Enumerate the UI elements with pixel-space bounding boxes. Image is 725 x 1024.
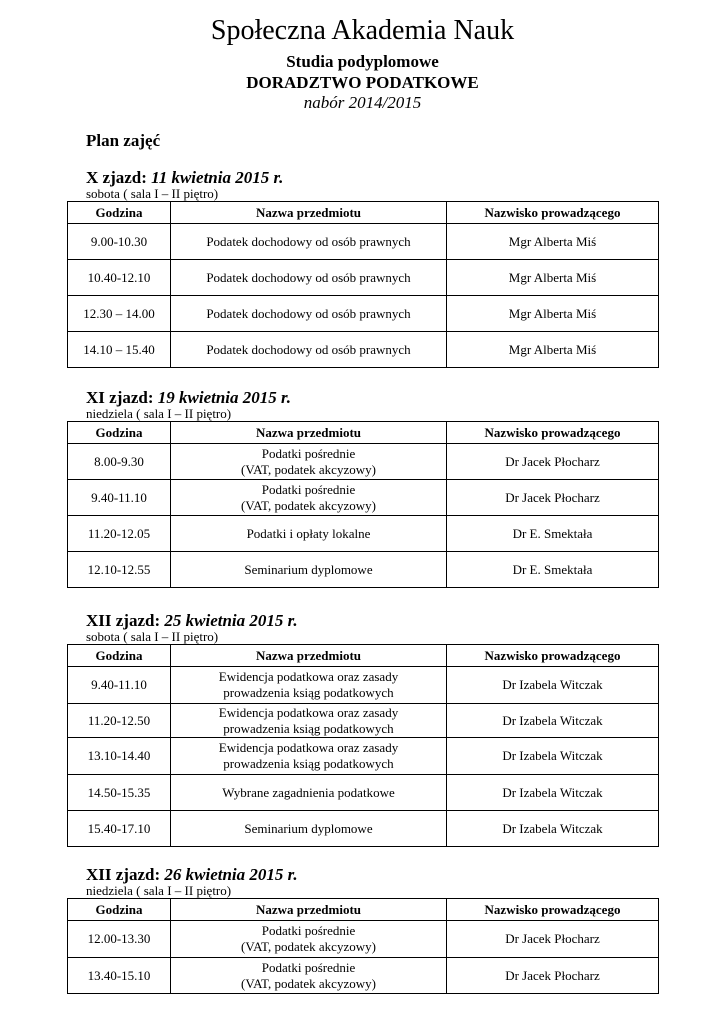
section-label: XII zjazd: xyxy=(86,611,161,630)
table-header-row xyxy=(68,422,659,444)
column-header-time: Godzina xyxy=(68,202,171,224)
column-header-teacher: Nazwisko prowadzącego xyxy=(447,645,659,667)
schedule-section xyxy=(67,389,658,588)
subject-cell: Ewidencja podatkowa oraz zasady prowadzenia ksiąg podatkowych xyxy=(171,704,447,738)
table-header-row xyxy=(68,202,659,224)
section-date: 26 kwietnia 2015 r. xyxy=(164,865,298,884)
subject-cell: Seminarium dyplomowe xyxy=(171,811,447,847)
teacher-cell: Dr Izabela Witczak xyxy=(447,775,659,811)
subject-cell: Podatki pośrednie (VAT, podatek akcyzowy) xyxy=(171,444,447,480)
teacher-cell: Dr Izabela Witczak xyxy=(447,667,659,704)
subject-cell: Podatek dochodowy od osób prawnych xyxy=(171,332,447,368)
table-row xyxy=(68,704,659,738)
time-cell: 9.40-11.10 xyxy=(68,667,171,704)
table-header-row xyxy=(68,645,659,667)
time-cell: 12.00-13.30 xyxy=(68,921,171,958)
time-cell: 11.20-12.05 xyxy=(68,516,171,552)
table-row xyxy=(68,667,659,704)
column-header-teacher: Nazwisko prowadzącego xyxy=(447,899,659,921)
column-header-time: Godzina xyxy=(68,899,171,921)
time-cell: 12.10-12.55 xyxy=(68,552,171,588)
teacher-cell: Dr Jacek Płocharz xyxy=(447,958,659,994)
time-cell: 11.20-12.50 xyxy=(68,704,171,738)
section-date: 25 kwietnia 2015 r. xyxy=(164,611,298,630)
section-title xyxy=(86,612,658,630)
schedule-table xyxy=(67,898,659,994)
institution-title: Społeczna Akademia Nauk xyxy=(210,15,515,46)
subject-cell: Seminarium dyplomowe xyxy=(171,552,447,588)
schedule-section xyxy=(67,169,658,368)
subject-cell: Ewidencja podatkowa oraz zasady prowadzenia ksiąg podatkowych xyxy=(171,738,447,775)
table-row xyxy=(68,444,659,480)
column-header-teacher: Nazwisko prowadzącego xyxy=(447,202,659,224)
table-row xyxy=(68,958,659,994)
teacher-cell: Dr Izabela Witczak xyxy=(447,738,659,775)
program-name: DORADZTWO PODATKOWE xyxy=(246,73,479,92)
table-row xyxy=(68,224,659,260)
teacher-cell: Mgr Alberta Miś xyxy=(447,296,659,332)
schedule-section xyxy=(67,866,658,994)
schedule-section xyxy=(67,612,658,847)
schedule-table xyxy=(67,421,659,588)
table-row xyxy=(68,480,659,516)
column-header-subject: Nazwa przedmiotu xyxy=(171,899,447,921)
section-title xyxy=(86,169,658,187)
schedule-table xyxy=(67,644,659,847)
teacher-cell: Mgr Alberta Miś xyxy=(447,332,659,368)
subject-cell: Podatki pośrednie (VAT, podatek akcyzowy) xyxy=(171,480,447,516)
section-date: 19 kwietnia 2015 r. xyxy=(157,388,291,407)
table-row xyxy=(68,775,659,811)
time-cell: 9.00-10.30 xyxy=(68,224,171,260)
section-title xyxy=(86,866,658,884)
section-room: niedziela ( sala I – II piętro) xyxy=(86,883,232,898)
subject-cell: Wybrane zagadnienia podatkowe xyxy=(171,775,447,811)
time-cell: 15.40-17.10 xyxy=(68,811,171,847)
subject-cell: Ewidencja podatkowa oraz zasady prowadzenia ksiąg podatkowych xyxy=(171,667,447,704)
time-cell: 14.50-15.35 xyxy=(68,775,171,811)
section-room: sobota ( sala I – II piętro) xyxy=(86,186,219,201)
table-row xyxy=(68,552,659,588)
section-label: XI zjazd: xyxy=(86,388,154,407)
section-date: 11 kwietnia 2015 r. xyxy=(151,168,284,187)
table-row xyxy=(68,296,659,332)
time-cell: 13.10-14.40 xyxy=(68,738,171,775)
teacher-cell: Dr Jacek Płocharz xyxy=(447,921,659,958)
section-room: sobota ( sala I – II piętro) xyxy=(86,629,219,644)
column-header-subject: Nazwa przedmiotu xyxy=(171,422,447,444)
teacher-cell: Dr E. Smektała xyxy=(447,552,659,588)
table-row xyxy=(68,332,659,368)
enrollment-year: nabór 2014/2015 xyxy=(303,93,422,112)
teacher-cell: Dr Izabela Witczak xyxy=(447,811,659,847)
subject-cell: Podatek dochodowy od osób prawnych xyxy=(171,296,447,332)
section-room: niedziela ( sala I – II piętro) xyxy=(86,406,232,421)
subject-cell: Podatki i opłaty lokalne xyxy=(171,516,447,552)
column-header-time: Godzina xyxy=(68,645,171,667)
study-type: Studia podyplomowe xyxy=(286,52,439,71)
section-label: XII zjazd: xyxy=(86,865,161,884)
subject-cell: Podatki pośrednie (VAT, podatek akcyzowy) xyxy=(171,921,447,958)
table-header-row xyxy=(68,899,659,921)
section-label: X zjazd: xyxy=(86,168,147,187)
table-row xyxy=(68,516,659,552)
subject-cell: Podatek dochodowy od osób prawnych xyxy=(171,224,447,260)
section-title xyxy=(86,389,658,407)
time-cell: 12.30 – 14.00 xyxy=(68,296,171,332)
column-header-subject: Nazwa przedmiotu xyxy=(171,202,447,224)
time-cell: 10.40-12.10 xyxy=(68,260,171,296)
teacher-cell: Mgr Alberta Miś xyxy=(447,224,659,260)
subject-cell: Podatki pośrednie (VAT, podatek akcyzowy) xyxy=(171,958,447,994)
column-header-time: Godzina xyxy=(68,422,171,444)
schedule-table xyxy=(67,201,659,368)
teacher-cell: Dr E. Smektała xyxy=(447,516,659,552)
time-cell: 13.40-15.10 xyxy=(68,958,171,994)
plan-heading: Plan zajęć xyxy=(86,131,161,150)
column-header-subject: Nazwa przedmiotu xyxy=(171,645,447,667)
teacher-cell: Dr Jacek Płocharz xyxy=(447,480,659,516)
subject-cell: Podatek dochodowy od osób prawnych xyxy=(171,260,447,296)
time-cell: 9.40-11.10 xyxy=(68,480,171,516)
table-row xyxy=(68,921,659,958)
table-row xyxy=(68,738,659,775)
time-cell: 14.10 – 15.40 xyxy=(68,332,171,368)
table-row xyxy=(68,811,659,847)
teacher-cell: Mgr Alberta Miś xyxy=(447,260,659,296)
teacher-cell: Dr Jacek Płocharz xyxy=(447,444,659,480)
time-cell: 8.00-9.30 xyxy=(68,444,171,480)
table-row xyxy=(68,260,659,296)
teacher-cell: Dr Izabela Witczak xyxy=(447,704,659,738)
column-header-teacher: Nazwisko prowadzącego xyxy=(447,422,659,444)
